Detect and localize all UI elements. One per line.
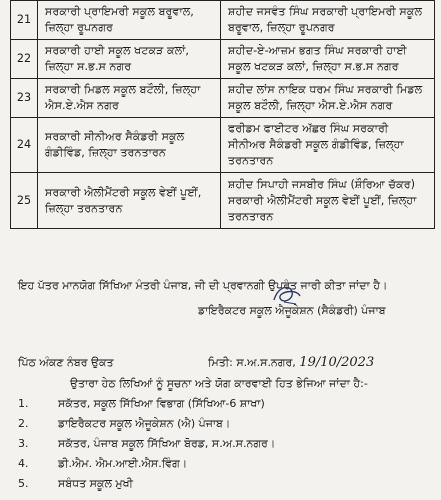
school-rename-table	[10, 0, 435, 229]
new-school-name: ਸ਼ਹੀਦ ਲਾਂਸ ਨਾਇਕ ਧਰਮ ਸਿੰਘ ਸਰਕਾਰੀ ਮਿਡਲ ਸਕੂਲ ਬਟੌਲੀ, ਜ਼ਿਲ੍ਹਾ ਐਸ.ਏ.ਐਸ ਨਗਰ	[221, 79, 435, 118]
list-item	[18, 437, 275, 451]
new-school-name: ਫਰੀਡਮ ਫਾਈਟਰ ਅੱਛਰ ਸਿੰਘ ਸਰਕਾਰੀ ਸੀਨੀਅਰ ਸੈਕੰਡਰੀ ਸਕੂਲ ਗੰਡੀਵਿੰਡ, ਜ਼ਿਲ੍ਹਾ ਤਰਨਤਾਰਨ	[221, 118, 435, 173]
list-item	[18, 457, 187, 471]
old-school-name: ਸਰਕਾਰੀ ਐਲੀਮੈਂਟਰੀ ਸਕੂਲ ਵੇਈਂ ਪੂਈਂ, ਜ਼ਿਲ੍ਹਾ ਤਰਨਤਾਰਨ	[38, 173, 221, 229]
table-row	[11, 40, 435, 79]
signatory: ਡਾਇਰੈਕਟਰ ਸਕੂਲ ਐਜੂਕੇਸ਼ਨ (ਸੈਕੰਡਰੀ) ਪੰਜਾਬ	[198, 304, 386, 317]
new-school-name: ਸ਼ਹੀਦ-ਏ-ਆਜ਼ਮ ਭਗਤ ਸਿੰਘ ਸਰਕਾਰੀ ਹਾਈ ਸਕੂਲ ਖਟਕੜ ਕਲਾਂ, ਜ਼ਿਲ੍ਹਾ ਸ.ਭ.ਸ ਨਗਰ	[221, 40, 435, 79]
item-number: 2.	[18, 417, 29, 430]
row-number: 21	[11, 1, 38, 40]
item-text: ਡਾਇਰੈਕਟਰ ਸਕੂਲ ਐਜੂਕੇਸ਼ਨ (ਐ) ਪੰਜਾਬ।	[58, 417, 231, 430]
item-text: ਸਬੰਧਤ ਸਕੂਲ ਮੁਖੀ	[58, 477, 133, 490]
endorsement-intro: ਉਤਾਰਾ ਹੇਠ ਲਿਖਿਆਂ ਨੂੰ ਸੂਚਨਾ ਅਤੇ ਯੋਗ ਕਾਰਵਾਈ ਹਿਤ ਭੇਜਿਆ ਜਾਂਦਾ ਹੈ:-	[70, 377, 368, 390]
item-number: 3.	[18, 437, 29, 450]
item-text: ਸਕੱਤਰ, ਸਕੂਲ ਸਿੱਖਿਆ ਵਿਭਾਗ (ਸਿੱਖਿਆ-6 ਸ਼ਾਖਾ)	[58, 397, 265, 410]
old-school-name: ਸਰਕਾਰੀ ਮਿਡਲ ਸਕੂਲ ਬਟੌਲੀ, ਜ਼ਿਲ੍ਹਾ ਐਸ.ਏ.ਐਸ ਨਗਰ	[38, 79, 221, 118]
old-school-name: ਸਰਕਾਰੀ ਹਾਈ ਸਕੂਲ ਖਟਕੜ ਕਲਾਂ, ਜ਼ਿਲ੍ਹਾ ਸ.ਭ.ਸ ਨਗਰ	[38, 40, 221, 79]
item-number: 5.	[18, 477, 29, 490]
table-row	[11, 118, 435, 173]
forwarding-note: ਇਹ ਪੱਤਰ ਮਾਨਯੋਗ ਸਿੱਖਿਆ ਮੰਤਰੀ ਪੰਜਾਬ, ਜੀ ਦੀ ਪ੍ਰਵਾਨਗੀ ਉਪਰੰਤ ਜਾਰੀ ਕੀਤਾ ਜਾਂਦਾ ਹੈ।	[18, 279, 388, 292]
old-school-name: ਸਰਕਾਰੀ ਪ੍ਰਾਇਮਰੀ ਸਕੂਲ ਬਰੂਵਾਲ, ਜ਼ਿਲ੍ਹਾ ਰੂਪਨਗਰ	[38, 1, 221, 40]
item-number: 4.	[18, 457, 29, 470]
endorsement-ref: ਪਿੱਠ ਅੰਕਣ ਨੰਬਰ ਉਕਤ	[18, 356, 114, 369]
item-text: ਸਕੱਤਰ, ਪੰਜਾਬ ਸਕੂਲ ਸਿੱਖਿਆ ਬੋਰਡ, ਸ.ਅ.ਸ.ਨਗਰ।	[58, 437, 276, 450]
table-row	[11, 79, 435, 118]
list-item	[18, 417, 230, 431]
item-text: ਡੀ.ਐਮ. ਐਮ.ਆਈ.ਐਸ.ਵਿੰਗ।	[58, 457, 188, 470]
date-value: 19/10/2023	[299, 355, 375, 370]
list-item	[18, 397, 265, 411]
row-number: 25	[11, 173, 38, 229]
item-number: 1.	[18, 397, 29, 410]
endorsement-date	[208, 356, 374, 370]
row-number: 24	[11, 118, 38, 173]
new-school-name: ਸ਼ਹੀਦ ਜਸਵੰਤ ਸਿੰਘ ਸਰਕਾਰੀ ਪ੍ਰਾਇਮਰੀ ਸਕੂਲ ਬਰੂਵਾਲ, ਜ਼ਿਲ੍ਹਾ ਰੂਪਨਗਰ	[221, 1, 435, 40]
new-school-name: ਸ਼ਹੀਦ ਸਿਪਾਹੀ ਜਸਬੀਰ ਸਿੰਘ (ਸ਼ੌਰਿਆ ਚੱਕਰ) ਸਰਕਾਰੀ ਐਲੀਮੈਂਟਰੀ ਸਕੂਲ ਵੇਈਂ ਪੂਈਂ, ਜ਼ਿਲ੍ਹਾ ਤਰਨਤਾਰਨ	[221, 173, 435, 229]
row-number: 23	[11, 79, 38, 118]
row-number: 22	[11, 40, 38, 79]
date-label: ਮਿਤੀ: ਸ.ਅ.ਸ.ਨਗਰ,	[208, 356, 296, 369]
list-item	[18, 477, 133, 491]
old-school-name: ਸਰਕਾਰੀ ਸੀਨੀਅਰ ਸੈਕੰਡਰੀ ਸਕੂਲ ਗੰਡੀਵਿੰਡ, ਜ਼ਿਲ੍ਹਾ ਤਰਨਤਾਰਨ	[38, 118, 221, 173]
table-row	[11, 173, 435, 229]
table-row	[11, 1, 435, 40]
